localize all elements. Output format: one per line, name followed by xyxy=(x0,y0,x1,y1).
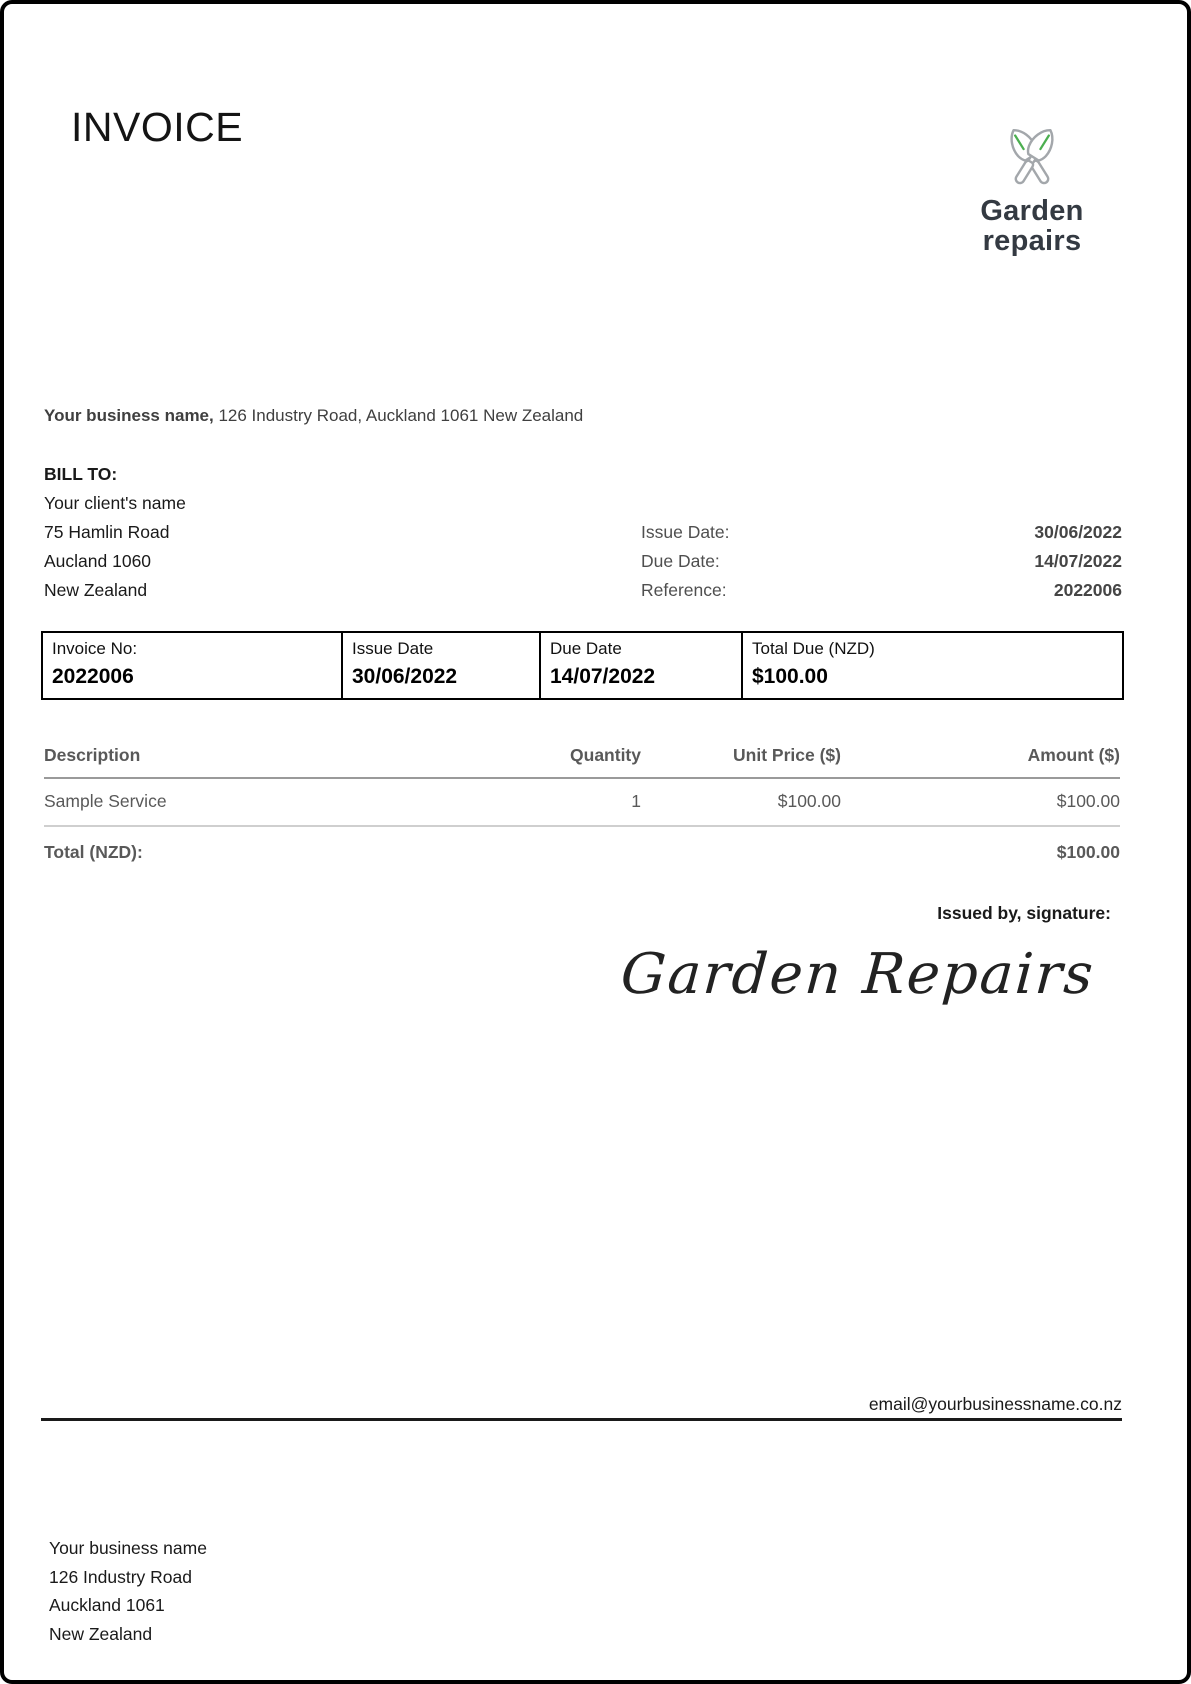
bill-to-heading: BILL TO: xyxy=(44,464,118,484)
company-logo xyxy=(948,118,1116,256)
summary-issue-date-value: 30/06/2022 xyxy=(352,665,458,688)
summary-row xyxy=(42,632,1123,699)
invoice-summary-table xyxy=(41,631,1124,700)
reference-label: Reference: xyxy=(641,580,727,600)
client-country: New Zealand xyxy=(44,580,148,600)
business-address-line xyxy=(44,406,583,426)
due-date-value: 14/07/2022 xyxy=(1034,551,1122,571)
col-header-quantity: Quantity xyxy=(570,745,641,765)
item-unit-price: $100.00 xyxy=(777,791,841,811)
items-total-row xyxy=(44,827,1120,863)
issue-date-label: Issue Date: xyxy=(641,522,730,542)
footer-city: Auckland 1061 xyxy=(49,1595,165,1615)
client-city: Aucland 1060 xyxy=(44,551,152,571)
bill-to-block xyxy=(44,460,186,605)
col-header-description: Description xyxy=(44,745,141,765)
col-header-amount: Amount ($) xyxy=(1027,745,1120,765)
summary-cell-invoice-no xyxy=(42,632,342,699)
logo-text-line2: repairs xyxy=(982,225,1082,257)
contact-email: email@yourbusinessname.co.nz xyxy=(868,1394,1122,1414)
summary-issue-date-label: Issue Date xyxy=(352,639,434,658)
footer-rule xyxy=(41,1418,1122,1421)
reference-value: 2022006 xyxy=(1053,580,1122,600)
footer-country: New Zealand xyxy=(49,1623,153,1644)
due-date-label: Due Date: xyxy=(641,551,720,571)
col-header-unit-price: Unit Price ($) xyxy=(733,745,841,765)
issued-by-label: Issued by, signature: xyxy=(937,903,1111,923)
footer-street: 126 Industry Road xyxy=(49,1566,193,1587)
summary-cell-due-date xyxy=(540,632,742,699)
business-address: 126 Industry Road, Auckland 1061 New Zealand xyxy=(213,406,584,425)
item-quantity: 1 xyxy=(631,791,641,811)
signature-script: Garden Repairs xyxy=(619,942,1098,1007)
items-total-value: $100.00 xyxy=(1056,842,1120,862)
page-title: INVOICE xyxy=(71,104,244,150)
item-row xyxy=(44,779,1120,827)
invoice-no-label: Invoice No: xyxy=(52,639,138,658)
crossed-trowels-icon xyxy=(986,118,1078,194)
meta-row-issue-date xyxy=(641,518,1122,547)
logo-text-line1: Garden xyxy=(980,195,1084,227)
line-items-table xyxy=(44,741,1120,863)
client-street: 75 Hamlin Road xyxy=(44,522,170,542)
contact-email-block xyxy=(41,1394,1122,1421)
invoice-no-value: 2022006 xyxy=(52,665,134,688)
client-name: Your client's name xyxy=(44,493,186,513)
items-header-row xyxy=(44,741,1120,779)
summary-cell-issue-date xyxy=(342,632,540,699)
business-name: Your business name, xyxy=(44,406,214,425)
issue-date-value: 30/06/2022 xyxy=(1034,522,1122,542)
summary-cell-total-due xyxy=(742,632,1123,699)
invoice-meta-block xyxy=(641,518,1122,605)
footer-address-block xyxy=(49,1534,207,1648)
items-total-label: Total (NZD): xyxy=(44,842,143,862)
meta-row-due-date xyxy=(641,547,1122,576)
footer-business-name: Your business name xyxy=(49,1538,207,1558)
item-description: Sample Service xyxy=(44,791,167,811)
item-amount: $100.00 xyxy=(1056,791,1120,811)
summary-due-date-value: 14/07/2022 xyxy=(550,665,656,688)
total-due-value: $100.00 xyxy=(752,665,828,688)
total-due-label: Total Due (NZD) xyxy=(752,639,875,658)
meta-row-reference xyxy=(641,576,1122,605)
summary-due-date-label: Due Date xyxy=(550,639,622,658)
